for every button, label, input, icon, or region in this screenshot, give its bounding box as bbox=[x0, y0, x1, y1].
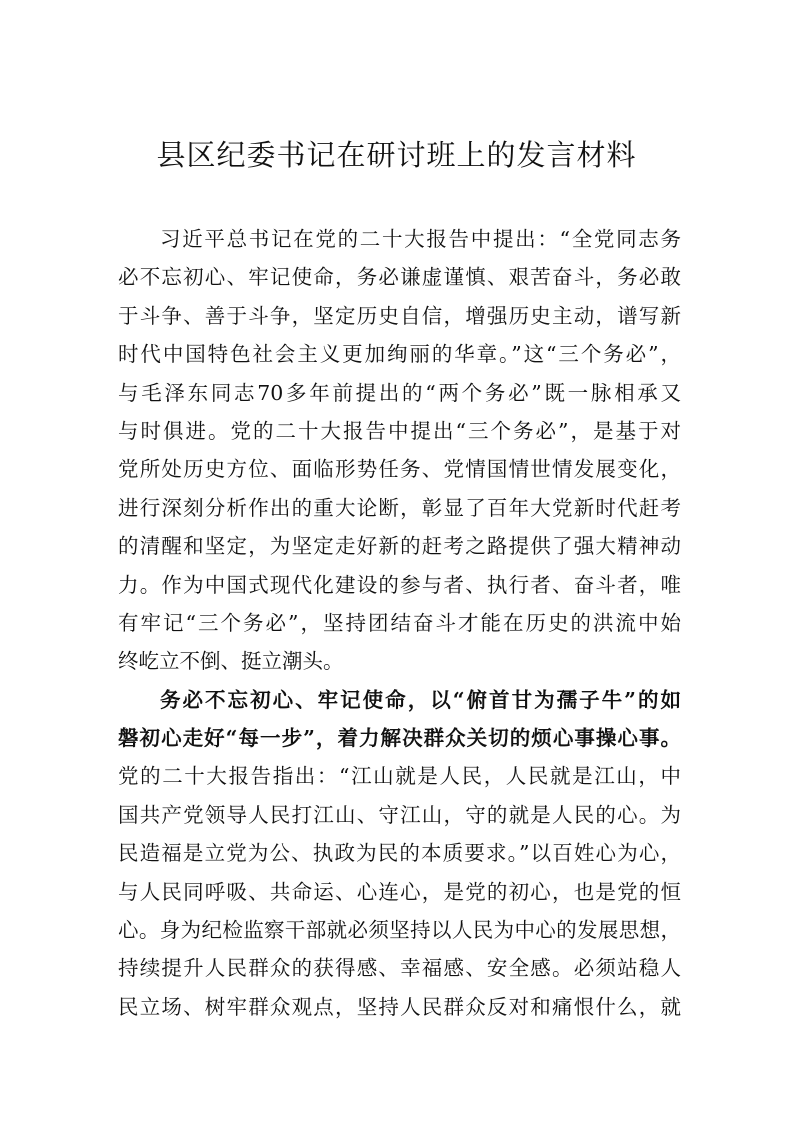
paragraph-2-line-8: 持续提升人民群众的获得感、幸福感、安全感。必须站稳人 bbox=[118, 956, 681, 981]
paragraph-2-line-7: 心。身为纪检监察干部就必须坚持以人民为中心的发展思想， bbox=[118, 918, 681, 943]
paragraph-2-line-9: 民立场、树牢群众观点，坚持人民群众反对和痛恨什么，就 bbox=[118, 994, 681, 1019]
paragraph-1-line-6: 与时俱进。党的二十大报告中提出“三个务必”，是基于对 bbox=[118, 418, 681, 443]
paragraph-2-line-4: 国共产党领导人民打江山、守江山，守的就是人民的心。为 bbox=[118, 802, 681, 827]
paragraph-1-line-5: 与毛泽东同志70多年前提出的“两个务必”既一脉相承又 bbox=[118, 380, 681, 405]
paragraph-1-line-11: 有牢记“三个务必”，坚持团结奋斗才能在历史的洪流中始 bbox=[118, 610, 681, 635]
paragraph-1-line-9: 的清醒和坚定，为坚定走好新的赶考之路提供了强大精神动 bbox=[118, 534, 681, 559]
paragraph-2-line-5: 民造福是立党为公、执政为民的本质要求。”以百姓心为心， bbox=[118, 841, 681, 866]
paragraph-2-heading-line-1: 务必不忘初心、牢记使命，以“俯首甘为孺子牛”的如 bbox=[160, 687, 681, 712]
paragraph-1-line-1: 习近平总书记在党的二十大报告中提出：“全党同志务 bbox=[160, 227, 681, 251]
paragraph-1-line-7: 党所处历史方位、面临形势任务、党情国情世情发展变化， bbox=[118, 457, 681, 482]
paragraph-1-line-10: 力。作为中国式现代化建设的参与者、执行者、奋斗者，唯 bbox=[118, 572, 681, 597]
paragraph-2-heading-line-2: 磐初心走好“每一步”，着力解决群众关切的烦心事操心事。 bbox=[118, 726, 681, 751]
document-title: 县区纪委书记在研讨班上的发言材料 bbox=[156, 138, 637, 172]
paragraph-1-line-3: 于斗争、善于斗争，坚定历史自信，增强历史主动，谱写新 bbox=[118, 303, 681, 328]
paragraph-1-line-2: 必不忘初心、牢记使命，务必谦虚谨慎、艰苦奋斗，务必敢 bbox=[118, 265, 681, 290]
paragraph-1-line-12: 终屹立不倒、挺立潮头。 bbox=[118, 649, 344, 674]
paragraph-2-line-6: 与人民同呼吸、共命运、心连心，是党的初心，也是党的恒 bbox=[118, 879, 681, 904]
paragraph-2-line-3: 党的二十大报告指出：“江山就是人民，人民就是江山，中 bbox=[118, 764, 681, 789]
paragraph-1-line-4: 时代中国特色社会主义更加绚丽的华章。”这“三个务必”， bbox=[118, 342, 681, 367]
document-body bbox=[118, 220, 681, 1026]
paragraph-1-line-8: 进行深刻分析作出的重大论断，彰显了百年大党新时代赶考 bbox=[118, 495, 681, 520]
